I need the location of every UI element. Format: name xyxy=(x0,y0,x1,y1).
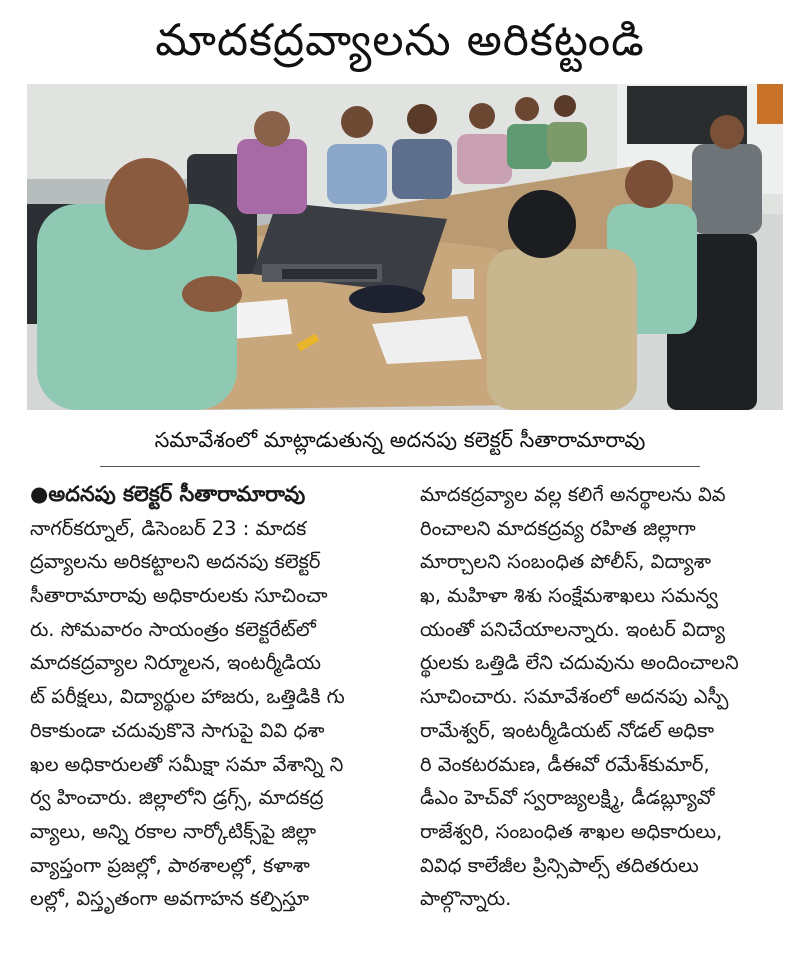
body-text-line: వ్యాప్తంగా ప్రజల్లో, పాఠశాలల్లో, కళాశా xyxy=(30,853,310,877)
caption-divider xyxy=(100,466,700,467)
body-text-line: రి వెంకటరమణ, డీఈవో రమేశ్‌కుమార్, xyxy=(420,752,710,776)
body-text-line: నాగర్‌కర్నూల్, డిసెంబర్ 23 : మాదక xyxy=(30,516,307,540)
body-text-line: వ్యాలు, అన్ని రకాల నార్కోటిక్స్‌పై జిల్లా xyxy=(30,819,316,843)
byline xyxy=(30,478,390,512)
body-text-line: రు. సోమవారం సాయంత్రం కలెక్టరేట్‌లో xyxy=(30,617,316,641)
body-text-line: మాదకద్రవ్యాల నిర్మూలన, ఇంటర్మీడియ xyxy=(30,651,321,675)
body-text-line: రామేశ్వర్, ఇంటర్మీడియట్ నోడల్ అధికా xyxy=(420,718,715,742)
article-headline: మాదకద్రవ్యాలను అరికట్టండి xyxy=(155,15,645,66)
body-text-line: ట్ పరీక్షలు, విద్యార్థుల హాజరు, ఒత్తిడికి గు xyxy=(30,685,345,709)
body-text-line: ర్వ హించారు. జిల్లాలోని డ్రగ్స్, మాదకద్ర xyxy=(30,786,324,810)
body-text-line: ఖల అధికారులతో సమీక్షా సమా వేశాన్ని ని xyxy=(30,752,344,776)
body-text-line: రికాకుండా చదువుకొనె సాగుపై వివి ధశా xyxy=(30,718,325,742)
body-text-line: పాల్గొన్నారు. xyxy=(420,887,512,911)
body-text-line: సూచించారు. సమావేశంలో అదనపు ఎస్పీ xyxy=(420,685,729,709)
byline-text: అదనపు కలెక్టర్ సీతారామారావు xyxy=(48,482,306,506)
left-column-body xyxy=(30,512,390,916)
bullet-icon: ● xyxy=(30,482,49,506)
body-text-line: ద్రవ్యాలను అరికట్టాలని అదనపు కలెక్టర్ xyxy=(30,550,321,574)
photo-caption: సమావేశంలో మాట్లాడుతున్న అదనపు కలెక్టర్ సీతారామారావు xyxy=(154,428,646,452)
body-text-line: సీతారామారావు అధికారులకు సూచించా xyxy=(30,584,328,608)
body-text-line: డీఎం హెచ్‌వో స్వరాజ్యలక్ష్మి, డీడబ్ల్యూవో xyxy=(420,786,715,810)
body-text-line: రించాలని మాదకద్రవ్య రహిత జిల్లాగా xyxy=(420,516,696,540)
article-column-right xyxy=(420,478,782,916)
body-text-line: ఖ, మహిళా శిశు సంక్షేమశాఖలు సమన్వ xyxy=(420,584,718,608)
body-text-line: మాదకద్రవ్యాల వల్ల కలిగే అనర్థాలను వివ xyxy=(420,483,726,506)
meeting-photo xyxy=(27,84,783,410)
body-text-line: ర్థులకు ఒత్తిడి లేని చదువును అందించాలని xyxy=(420,651,739,675)
body-text-line: మార్చాలని సంబంధిత పోలీస్, విద్యాశా xyxy=(420,550,711,574)
article-column-left xyxy=(30,478,390,916)
body-text-line: రాజేశ్వరి, సంబంధిత శాఖల అధికారులు, xyxy=(420,819,723,843)
body-text-line: యంతో పనిచేయాలన్నారు. ఇంటర్ విద్యా xyxy=(420,617,726,641)
body-text-line: వివిధ కాలేజీల ప్రిన్సిపాల్స్ తదితరులు xyxy=(420,853,699,877)
right-column-body xyxy=(420,478,782,916)
body-text-line: లల్లో, విస్తృతంగా అవగాహన కల్పిస్తూ xyxy=(30,887,309,911)
